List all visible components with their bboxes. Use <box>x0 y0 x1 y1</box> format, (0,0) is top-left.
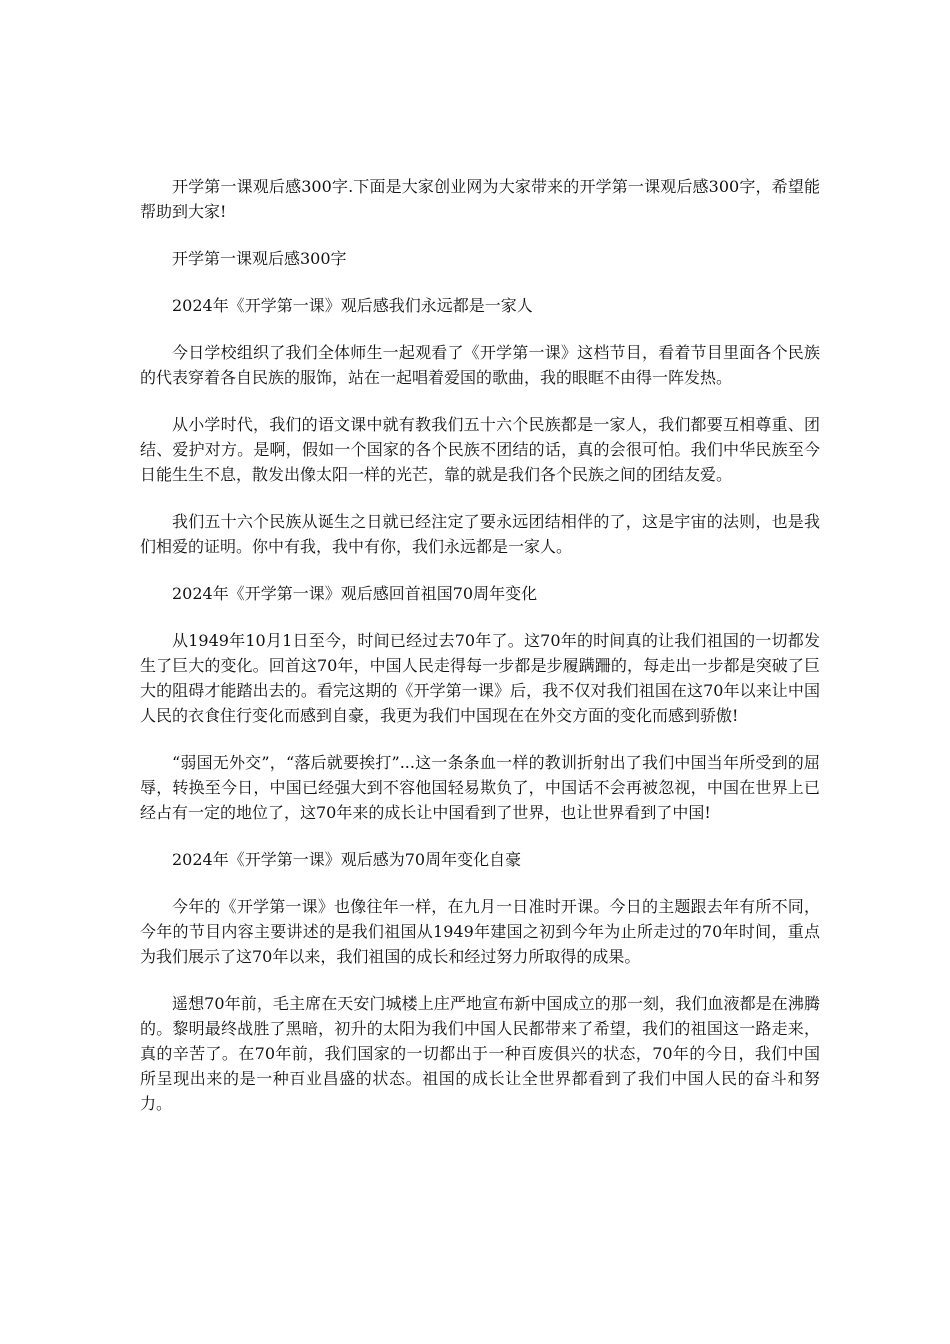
body-paragraph: 从1949年10月1日至今，时间已经过去70年了。这70年的时间真的让我们祖国的一切都发生了巨大的变化。回首这70年，中国人民走得每一步都是步履蹒跚的，每走出一步都是突破了巨大的阻碍才能踏出去的。看完这期的《开学第一课》后，我不仅对我们祖国在这70年以来让中国人民的衣食住行变化而感到自豪，我更为我们中国现在在外交方面的变化而感到骄傲! <box>140 631 820 725</box>
article-title: 开学第一课观后感300字 <box>172 249 347 268</box>
body-paragraph: 遥想70年前，毛主席在天安门城楼上庄严地宣布新中国成立的那一刻，我们血液都是在沸腾的。黎明最终战胜了黑暗，初升的太阳为我们中国人民都带来了希望，我们的祖国这一路走来，真的辛苦了。在70年前，我们国家的一切都出于一种百废俱兴的状态，70年的今日，我们中国所呈现出来的是一种百业昌盛的状态。祖国的成长让全世界都看到了我们中国人民的奋斗和努力。 <box>140 994 820 1113</box>
body-paragraph: 从小学时代，我们的语文课中就有教我们五十六个民族都是一家人，我们都要互相尊重、团结、爱护对方。是啊，假如一个国家的各个民族不团结的话，真的会很可怕。我们中华民族至今日能生生不息，散发出像太阳一样的光芒，靠的就是我们各个民族之间的团结友爱。 <box>140 415 820 484</box>
intro-paragraph: 开学第一课观后感300字.下面是大家创业网为大家带来的开学第一课观后感300字，希望能帮助到大家! <box>140 177 820 221</box>
section-heading-2: 2024年《开学第一课》观后感回首祖国70周年变化 <box>172 584 538 603</box>
section-heading-3: 2024年《开学第一课》观后感为70周年变化自豪 <box>172 850 522 869</box>
body-paragraph: 今日学校组织了我们全体师生一起观看了《开学第一课》这档节目，看着节目里面各个民族的代表穿着各自民族的服饰，站在一起唱着爱国的歌曲，我的眼眶不由得一阵发热。 <box>140 343 820 387</box>
document-page <box>140 174 820 1138</box>
section-heading-1: 2024年《开学第一课》观后感我们永远都是一家人 <box>172 296 533 315</box>
body-paragraph: “弱国无外交”，“落后就要挨打”...这一条条血一样的教训折射出了我们中国当年所受到的屈辱，转换至今日，中国已经强大到不容他国轻易欺负了，中国话不会再被忽视，中国在世界上已经占有一定的地位了，这70年来的成长让中国看到了世界，也让世界看到了中国! <box>140 753 820 822</box>
body-paragraph: 今年的《开学第一课》也像往年一样，在九月一日准时开课。今日的主题跟去年有所不同，今年的节目内容主要讲述的是我们祖国从1949年建国之初到今年为止所走过的70年时间，重点为我们展示了这70年以来，我们祖国的成长和经过努力所取得的成果。 <box>140 897 820 966</box>
body-paragraph: 我们五十六个民族从诞生之日就已经注定了要永远团结相伴的了，这是宇宙的法则，也是我们相爱的证明。你中有我，我中有你，我们永远都是一家人。 <box>140 512 820 556</box>
